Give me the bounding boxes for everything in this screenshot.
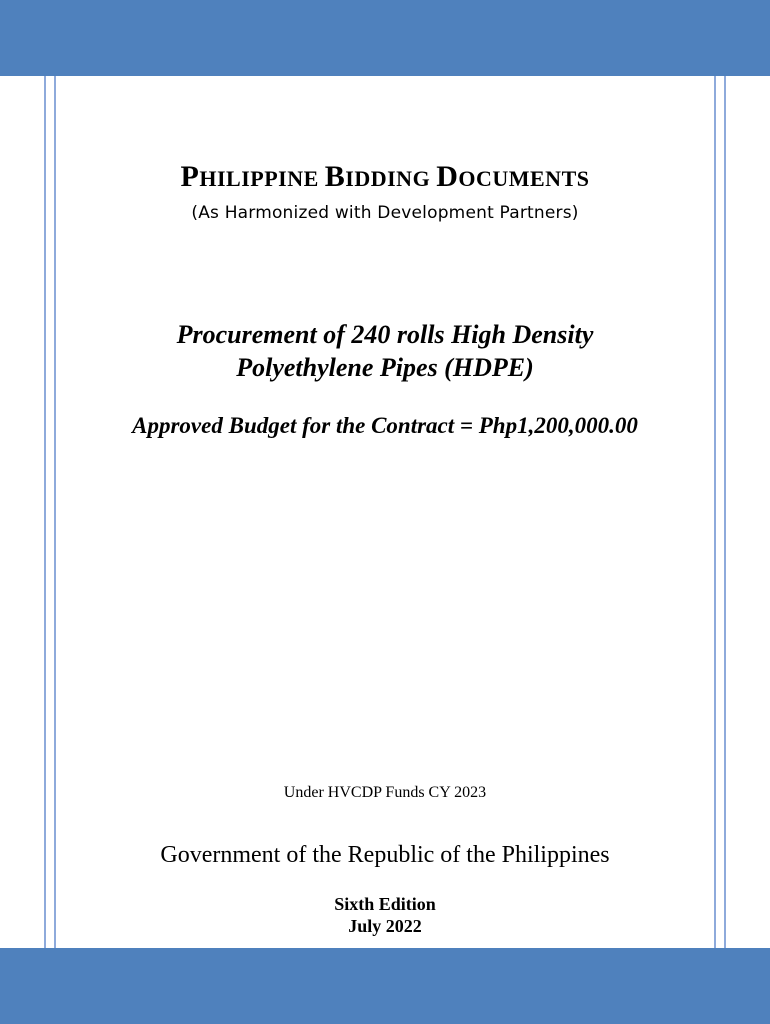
government-name: Government of the Republic of the Philippines [160, 842, 610, 868]
edition-block [0, 893, 770, 937]
top-color-band [0, 0, 770, 76]
edition-label: Sixth Edition [334, 894, 436, 914]
project-title-line-2: Polyethylene Pipes (HDPE) [236, 353, 534, 382]
project-title [0, 318, 770, 384]
document-title: PHILIPPINE BIDDING DOCUMENTS [180, 160, 590, 193]
bottom-color-band [0, 948, 770, 1024]
approved-budget: Approved Budget for the Contract = Php1,200,000.00 [132, 413, 638, 438]
edition-date: July 2022 [348, 916, 422, 936]
document-subtitle: (As Harmonized with Development Partners) [191, 203, 579, 223]
project-title-line-1: Procurement of 240 rolls High Density [176, 320, 594, 349]
funding-source: Under HVCDP Funds CY 2023 [283, 784, 487, 801]
